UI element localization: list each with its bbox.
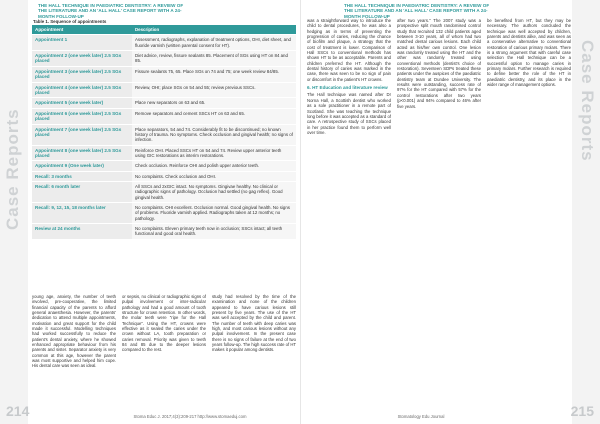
table-row (32, 98, 296, 108)
table-cell-detail: All SSCs and 2xGIC intact. No symptoms. Gingivae healthy. No clinical or radiographic signs of pathology. Occlusion had settled (no gag reflex). Good gingival health. (132, 182, 296, 202)
table-cell-label: Recall: 3 months (32, 172, 132, 181)
left-column-2: or sepsis, no clinical or radiographic signs of pulpal involvement or inter-radicular pathology and had a good amount of tooth structure for crown retention. In other words, the molar teeth were "ripe for the Hall Technique". Using the HT, crowns were effective as it sealed the caries under the crown without LA, tooth preparation or caries removal. Priority was given to teeth 84 and 85 due to the deeper lesions compared to the rest. (122, 294, 206, 353)
table-cell-detail: Description (132, 25, 296, 34)
table-row (32, 83, 296, 99)
table-title: Table 1. Sequence of appointments (33, 19, 107, 24)
table-cell-detail: Check occlusion. Reinforce OHI and polish upper anterior teeth. (132, 161, 296, 170)
right-section-label-text: Case Reports (578, 40, 597, 162)
table-row (32, 125, 296, 146)
table-cell-label: Appointment 1 (32, 35, 132, 50)
table-row (32, 203, 296, 224)
table-cell-label: Appointment (32, 25, 132, 34)
table-row (32, 109, 296, 125)
table-cell-detail: Review, OHI; place SGs on 54 and 55; review previous SSCs. (132, 83, 296, 98)
left-running-head: THE HALL TECHNIQUE IN PAEDIATRIC DENTISTRY: A REVIEW OF THE LITERATURE AND AN 'ALL HALL' CASE REPORT WITH A 24-MONTH FOLLOW-UP (38, 3, 184, 19)
table-cell-detail: Diet advice, review, fissure sealants 85. Placement of SGs using HT on 84 and 85. (132, 51, 296, 66)
table-cell-label: Appointment 7 (one week later) 2.5 SGs placed (32, 125, 132, 145)
right-col1-para: was a straightforward way to introduce the child to dental procedures, he was also a hedging as in terms of preventing the progression of caries, reducing the chance of biofilm and plaque, a strategy that the cost of treatment is lower. Comparison of Hall SSCs to conventional methods has shown HT to be as acceptable. Parents and children preferred the HT. Although the dental history of caries was marked in the case, there was seen to be no sign of pain or discomfort in the patient's HT crowns. (307, 18, 391, 82)
right-footer: Stomatology Edu Journal (397, 414, 445, 419)
table-cell-label: Appointment 9 (One week later) (32, 161, 132, 170)
table-cell-detail: Remove separators and cement SSCs HT on 63 and 65. (132, 109, 296, 124)
right-page-number: 215 (570, 403, 594, 419)
appointments-table (32, 19, 296, 240)
table-row (32, 172, 296, 182)
left-section-label: Case Reports (3, 108, 22, 230)
table-cell-label: Appointment 2 (one week later) 2.5 SGs placed (32, 51, 132, 66)
table-cell-label: Appointment 3 (one week later) 2.5 SGs placed (32, 67, 132, 82)
table-cell-detail: No complaints. Eleven primary teeth now in occlusion; SSCs intact; all teeth functional and good oral health. (132, 224, 296, 239)
left-page-number: 214 (6, 403, 30, 419)
table-row (32, 182, 296, 203)
right-column-3: be benefited from HT, but they may be necessary. The authors concluded the technique was well accepted by children, parents and dentists alike, and was seen as a conservative alternative to conventional restoration of carious primary molars. There is a strong argument that with careful case selection the Hall technique can be a successful option to manage caries in primary molars. Further research is required to define better the role of the HT in paediatric dentistry, and its place in the wider range of management options. (487, 18, 571, 88)
table-row (32, 67, 296, 83)
right-page (300, 0, 600, 424)
table-cell-detail: Fissure sealants 75, 65. Place SGs on 74 and 75; one week review 84/85. (132, 67, 296, 82)
table-cell-label: Appointment 5 (one week later) (32, 98, 132, 107)
table-row (32, 224, 296, 240)
table-cell-label: Appointment 8 (one week later) 2.5 SGs placed (32, 146, 132, 161)
table-cell-label: Recall: 9, 12, 15, 18 months later (32, 203, 132, 223)
table-cell-detail: Place separators, 54 and 74. Considerably fit to be discontinued; no known history of trauma. No symptoms. Check occlusion and gingival health; no signs of infection. (132, 125, 296, 145)
table-cell-detail: Reinforce OHI. Placed SSCs HT on 54 and 74. Review upper anterior teeth using GIC restorations as interim restorations. (132, 146, 296, 161)
right-running-head: THE HALL TECHNIQUE IN PAEDIATRIC DENTISTRY: A REVIEW OF THE LITERATURE AND AN 'ALL HALL' CASE REPORT WITH A 24-MONTH FOLLOW-UP (344, 3, 490, 19)
table-cell-detail: No complaints. OHI excellent. Occlusion normal. Good gingival health. No signs of problems. Fluoride varnish applied. Radiographs taken at 12 months; no pathology. (132, 203, 296, 223)
table-cell-detail: No complaints. Check occlusion and OHI. (132, 172, 296, 181)
table-header-row (32, 25, 296, 35)
table-row (32, 35, 296, 51)
table-cell-detail: Place new separators on 63 and 65. (132, 98, 296, 107)
table-cell-detail: Assessment, radiographs, explanation of treatment options, OHI, diet sheet, and fluoride varnish (written parental consent for HT). (132, 35, 296, 50)
table-cell-label: Review at 24 months (32, 224, 132, 239)
left-column-1: young age, anxiety, the number of teeth involved, pre-cooperative, the limited financial capacity of the parents to afford general anaesthesia. However, the parents' dedication to attend multiple appointments, motivation and great support for the child made it successful. Modelling techniques had worked successfully to reduce the patient's dental anxiety, where he showed enhanced appropriate behaviour from his parents and sister. Separator anxiety is very common at this age, however the parent was most supportive and helped him cope. His dental care was seen as ideal. (32, 294, 116, 369)
table-cell-label: Recall: 6 month later (32, 182, 132, 202)
left-footer: Stoma Educ J. 2017;4(3):209-217 http://www.stomaeduj.com (133, 414, 247, 419)
right-column-1 (307, 18, 391, 400)
section-heading: 6. HT Education and literature review (307, 85, 388, 91)
table-row (32, 161, 296, 171)
right-column-2: after two years." The 2007 study was a prospective split mouth randomised control study that recruited 132 child patients aged between 3-10 years, all of whom had two matched dental carious lesions. Each child acted as his/her own control. One lesion was randomly treated using the HT and the other was randomly treated using conventional methods (dentist's choice of restoration). Seventeen SDPs treated these patients under the auspices of the paediatric dentistry team at Dundee University. The results were outstanding, success rate of 97% for the HT compared with 57% for the control restorations after two years (p<0.001) and 94% compared to 46% after five years. (397, 18, 481, 109)
table-cell-label: Appointment 6 (one week later) 2.5 SGs placed (32, 109, 132, 124)
left-column-3: study had resolved by the time of the examination and none of the children appeared to have carious lesions still present by five years. The use of the HT was well accepted by the child and parent. The number of teeth with deep caries was high, and most carious lesions without any pulpal involvement. In the present case there is no signs of failure at the end of two years follow-up. The high success rate of HT makes it popular among dentists. (212, 294, 296, 353)
right-col1-para-b: The Hall technique was named after Dr Norna Hall, a Scottish dentist who worked as a sole practitioner in a remote part of Scotland. She was teaching the technique long before it was accepted as a standard of care. A retrospective study of SSCs placed in her practice found them to perform well over time. (307, 92, 391, 135)
table-cell-label: Appointment 4 (one week later) 2.5 SGs placed (32, 83, 132, 98)
table-row (32, 51, 296, 67)
table-row (32, 146, 296, 162)
